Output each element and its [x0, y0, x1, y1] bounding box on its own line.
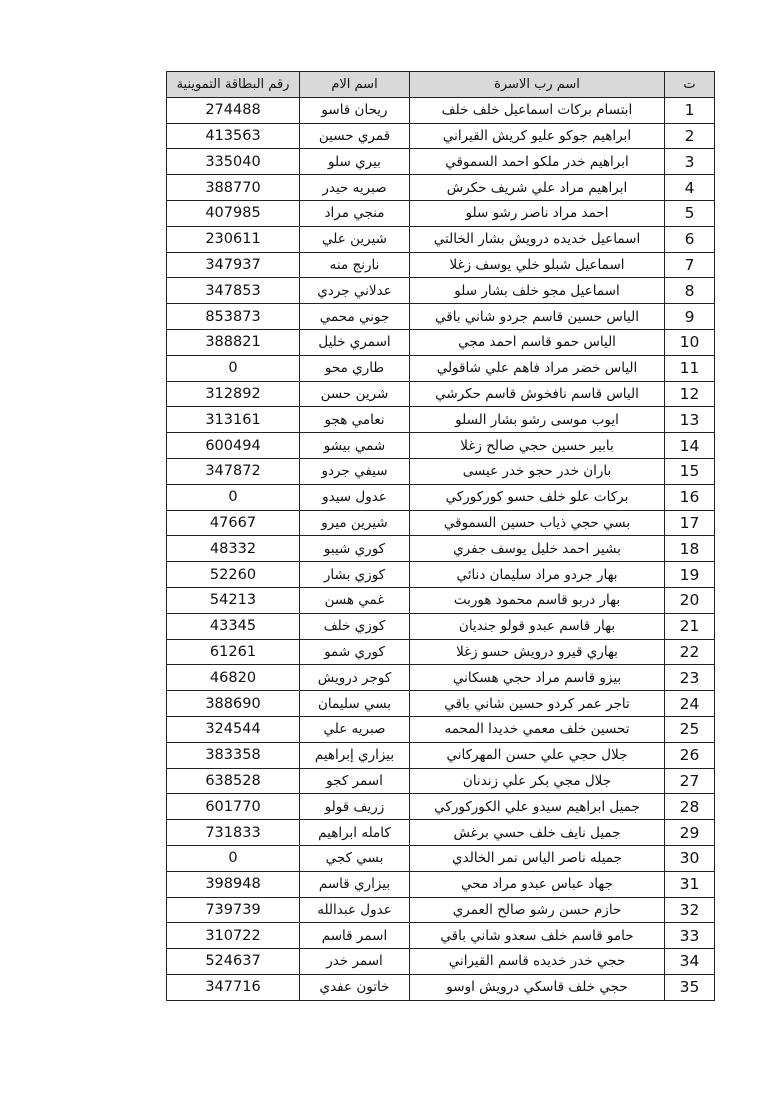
sequence-cell: 10	[665, 329, 715, 355]
table-row	[167, 691, 715, 717]
mother-name-cell: شيرين علي	[300, 226, 410, 252]
card-number-cell: 853873	[167, 304, 300, 330]
table-row	[167, 949, 715, 975]
mother-name-cell: سيفي جردو	[300, 458, 410, 484]
sequence-cell: 7	[665, 252, 715, 278]
card-number-cell: 407985	[167, 200, 300, 226]
card-number-cell: 54213	[167, 587, 300, 613]
table-row	[167, 613, 715, 639]
family-head-cell: بركات علو خلف حسو كوركوركي	[410, 484, 665, 510]
sequence-cell: 31	[665, 871, 715, 897]
document-sheet	[166, 71, 714, 1001]
mother-name-cell: صبريه علي	[300, 716, 410, 742]
mother-name-cell: عدول سيدو	[300, 484, 410, 510]
sequence-cell: 6	[665, 226, 715, 252]
header-family-head: اسم رب الاسرة	[410, 72, 665, 98]
family-head-cell: اسماعيل شبلو خلي يوسف زغلا	[410, 252, 665, 278]
mother-name-cell: غمي هسن	[300, 587, 410, 613]
sequence-cell: 21	[665, 613, 715, 639]
mother-name-cell: بيزاري إبراهيم	[300, 742, 410, 768]
table-row	[167, 820, 715, 846]
mother-name-cell: ريحان قاسو	[300, 97, 410, 123]
mother-name-cell: شرين حسن	[300, 381, 410, 407]
family-head-cell: تحسين خلف معمي خديدا المحمه	[410, 716, 665, 742]
mother-name-cell: صبريه حيدر	[300, 175, 410, 201]
family-head-cell: تاجر عمر كردو حسين شاني باقي	[410, 691, 665, 717]
table-row	[167, 562, 715, 588]
card-number-cell: 731833	[167, 820, 300, 846]
family-head-cell: بيزو قاسم مراد حجي هسكاني	[410, 665, 665, 691]
sequence-cell: 1	[665, 97, 715, 123]
family-head-cell: حجي خدر خديده قاسم القيراني	[410, 949, 665, 975]
mother-name-cell: عدلاني جردي	[300, 278, 410, 304]
mother-name-cell: نعامي هجو	[300, 407, 410, 433]
table-row	[167, 665, 715, 691]
mother-name-cell: اسمري خليل	[300, 329, 410, 355]
mother-name-cell: شمي بيشو	[300, 433, 410, 459]
table-row	[167, 381, 715, 407]
table-row	[167, 355, 715, 381]
table-row	[167, 897, 715, 923]
card-number-cell: 383358	[167, 742, 300, 768]
sequence-cell: 4	[665, 175, 715, 201]
card-number-cell: 312892	[167, 381, 300, 407]
mother-name-cell: كوجر درويش	[300, 665, 410, 691]
family-head-cell: حازم حسن رشو صالح العمري	[410, 897, 665, 923]
family-head-cell: باران خدر حجو خدر عيسى	[410, 458, 665, 484]
sequence-cell: 32	[665, 897, 715, 923]
sequence-cell: 5	[665, 200, 715, 226]
family-head-cell: جلال حجي علي حسن المهركاني	[410, 742, 665, 768]
family-head-cell: جهاد عباس عبدو مراد محي	[410, 871, 665, 897]
table-body	[167, 97, 715, 1000]
sequence-cell: 13	[665, 407, 715, 433]
mother-name-cell: كوزي بشار	[300, 562, 410, 588]
card-number-cell: 0	[167, 355, 300, 381]
table-row	[167, 716, 715, 742]
mother-name-cell: كوري شمو	[300, 639, 410, 665]
family-head-cell: ابراهيم جوكو عليو كريش القيراني	[410, 123, 665, 149]
table-row	[167, 923, 715, 949]
card-number-cell: 230611	[167, 226, 300, 252]
card-number-cell: 0	[167, 484, 300, 510]
card-number-cell: 600494	[167, 433, 300, 459]
family-head-cell: حامو قاسم خلف سعدو شاني باقي	[410, 923, 665, 949]
table-row	[167, 97, 715, 123]
family-head-cell: اسماعيل خديده درويش بشار الخالتي	[410, 226, 665, 252]
mother-name-cell: نارنج منه	[300, 252, 410, 278]
family-table	[166, 71, 715, 1001]
sequence-cell: 15	[665, 458, 715, 484]
card-number-cell: 313161	[167, 407, 300, 433]
card-number-cell: 47667	[167, 510, 300, 536]
mother-name-cell: منجي مراد	[300, 200, 410, 226]
card-number-cell: 638528	[167, 768, 300, 794]
card-number-cell: 310722	[167, 923, 300, 949]
sequence-cell: 20	[665, 587, 715, 613]
table-row	[167, 536, 715, 562]
sequence-cell: 12	[665, 381, 715, 407]
card-number-cell: 413563	[167, 123, 300, 149]
table-row	[167, 794, 715, 820]
sequence-cell: 35	[665, 974, 715, 1000]
table-row	[167, 329, 715, 355]
header-sequence: ت	[665, 72, 715, 98]
family-head-cell: بهاري قيرو درويش حسو زغلا	[410, 639, 665, 665]
sequence-cell: 18	[665, 536, 715, 562]
card-number-cell: 524637	[167, 949, 300, 975]
mother-name-cell: كامله ابراهيم	[300, 820, 410, 846]
sequence-cell: 34	[665, 949, 715, 975]
family-head-cell: الياس قاسم نافخوش قاسم حكرشي	[410, 381, 665, 407]
table-row	[167, 149, 715, 175]
table-row	[167, 458, 715, 484]
sequence-cell: 27	[665, 768, 715, 794]
mother-name-cell: زريف قولو	[300, 794, 410, 820]
table-row	[167, 304, 715, 330]
mother-name-cell: اسمر كجو	[300, 768, 410, 794]
family-head-cell: بسي حجي ذياب حسين السموقي	[410, 510, 665, 536]
family-head-cell: جميل ابراهيم سيدو علي الكوركوركي	[410, 794, 665, 820]
sequence-cell: 25	[665, 716, 715, 742]
sequence-cell: 29	[665, 820, 715, 846]
sequence-cell: 9	[665, 304, 715, 330]
mother-name-cell: كوري شيبو	[300, 536, 410, 562]
card-number-cell: 46820	[167, 665, 300, 691]
sequence-cell: 23	[665, 665, 715, 691]
card-number-cell: 347853	[167, 278, 300, 304]
table-row	[167, 226, 715, 252]
sequence-cell: 30	[665, 845, 715, 871]
family-head-cell: بهار دربو قاسم محمود هوربت	[410, 587, 665, 613]
family-head-cell: حجي خلف قاسكي درويش اوسو	[410, 974, 665, 1000]
sequence-cell: 8	[665, 278, 715, 304]
family-head-cell: ايوب موسى رشو بشار السلو	[410, 407, 665, 433]
mother-name-cell: بسي كجي	[300, 845, 410, 871]
family-head-cell: ابتسام بركات اسماعيل خلف خلف	[410, 97, 665, 123]
mother-name-cell: اسمر خدر	[300, 949, 410, 975]
table-row	[167, 639, 715, 665]
sequence-cell: 14	[665, 433, 715, 459]
sequence-cell: 11	[665, 355, 715, 381]
card-number-cell: 324544	[167, 716, 300, 742]
card-number-cell: 0	[167, 845, 300, 871]
table-header-row	[167, 72, 715, 98]
mother-name-cell: جوني محمي	[300, 304, 410, 330]
mother-name-cell: عدول عبدالله	[300, 897, 410, 923]
card-number-cell: 52260	[167, 562, 300, 588]
sequence-cell: 28	[665, 794, 715, 820]
mother-name-cell: كوزي خلف	[300, 613, 410, 639]
sequence-cell: 33	[665, 923, 715, 949]
family-head-cell: بهار قاسم عبدو قولو جنديان	[410, 613, 665, 639]
card-number-cell: 388821	[167, 329, 300, 355]
mother-name-cell: بسي سليمان	[300, 691, 410, 717]
family-head-cell: الياس خضر مراد فاهم علي شاقولي	[410, 355, 665, 381]
table-row	[167, 768, 715, 794]
sequence-cell: 22	[665, 639, 715, 665]
card-number-cell: 739739	[167, 897, 300, 923]
family-head-cell: ابراهيم خدر ملكو احمد السموقي	[410, 149, 665, 175]
table-row	[167, 200, 715, 226]
sequence-cell: 24	[665, 691, 715, 717]
table-row	[167, 484, 715, 510]
mother-name-cell: قمري حسين	[300, 123, 410, 149]
family-head-cell: اسماعيل مجو خلف بشار سلو	[410, 278, 665, 304]
card-number-cell: 48332	[167, 536, 300, 562]
family-head-cell: جلال مجي بكر علي زندنان	[410, 768, 665, 794]
family-head-cell: جميله ناصر الياس نمر الخالدي	[410, 845, 665, 871]
table-row	[167, 974, 715, 1000]
card-number-cell: 347716	[167, 974, 300, 1000]
mother-name-cell: بيزاري قاسم	[300, 871, 410, 897]
family-head-cell: جميل نايف خلف حسي برغش	[410, 820, 665, 846]
family-head-cell: بهار جردو مراد سليمان دنائي	[410, 562, 665, 588]
card-number-cell: 335040	[167, 149, 300, 175]
card-number-cell: 43345	[167, 613, 300, 639]
table-row	[167, 587, 715, 613]
header-card-number: رقم البطاقة التموينية	[167, 72, 300, 98]
family-head-cell: ابراهيم مراد علي شريف حكرش	[410, 175, 665, 201]
family-head-cell: الياس حسين قاسم جردو شاني باقي	[410, 304, 665, 330]
card-number-cell: 347937	[167, 252, 300, 278]
mother-name-cell: خاتون عفدي	[300, 974, 410, 1000]
mother-name-cell: اسمر قاسم	[300, 923, 410, 949]
table-row	[167, 175, 715, 201]
card-number-cell: 347872	[167, 458, 300, 484]
card-number-cell: 388690	[167, 691, 300, 717]
sequence-cell: 17	[665, 510, 715, 536]
family-head-cell: الياس حمو قاسم احمد مجي	[410, 329, 665, 355]
sequence-cell: 16	[665, 484, 715, 510]
table-row	[167, 123, 715, 149]
table-row	[167, 407, 715, 433]
sequence-cell: 26	[665, 742, 715, 768]
table-row	[167, 252, 715, 278]
family-head-cell: بشير احمد خليل يوسف جفري	[410, 536, 665, 562]
card-number-cell: 388770	[167, 175, 300, 201]
mother-name-cell: بيري سلو	[300, 149, 410, 175]
card-number-cell: 61261	[167, 639, 300, 665]
table-row	[167, 845, 715, 871]
table-row	[167, 278, 715, 304]
card-number-cell: 601770	[167, 794, 300, 820]
table-row	[167, 742, 715, 768]
mother-name-cell: طاري محو	[300, 355, 410, 381]
sequence-cell: 19	[665, 562, 715, 588]
mother-name-cell: شيرين ميرو	[300, 510, 410, 536]
family-head-cell: احمد مراد ناصر رشو سلو	[410, 200, 665, 226]
sequence-cell: 2	[665, 123, 715, 149]
family-head-cell: بابير حسين حجي صالح زغلا	[410, 433, 665, 459]
card-number-cell: 398948	[167, 871, 300, 897]
card-number-cell: 274488	[167, 97, 300, 123]
table-row	[167, 433, 715, 459]
sequence-cell: 3	[665, 149, 715, 175]
header-mother-name: اسم الام	[300, 72, 410, 98]
table-row	[167, 871, 715, 897]
table-row	[167, 510, 715, 536]
